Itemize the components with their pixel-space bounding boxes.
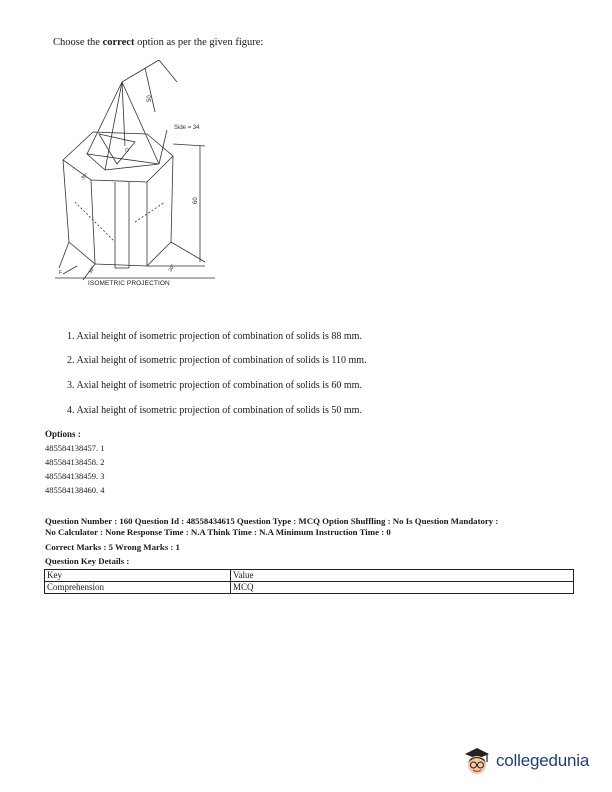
option-line-2: 485584138458. 2 [45, 457, 105, 467]
angle-b-label: 30° [87, 265, 97, 275]
key-details-heading: Question Key Details : [45, 556, 130, 566]
dim-60-label: 60 [193, 197, 199, 204]
prompt-bold: correct [102, 37, 135, 48]
value-header: Value [231, 570, 574, 582]
option-line-3: 485584138459. 3 [45, 471, 105, 481]
key-cell: Comprehension [45, 582, 231, 594]
table-row [45, 582, 574, 594]
key-table-header-row [45, 570, 574, 582]
angle-c-label: 30° [167, 263, 177, 273]
isometric-figure [55, 52, 215, 292]
choice-3: 3. Axial height of isometric projection of combination of solids is 60 mm. [67, 380, 362, 391]
angle-a-label: 30° [80, 171, 90, 182]
option-line-4: 485584138460. 4 [45, 485, 105, 495]
question-prompt [53, 37, 263, 48]
graduate-mascot-icon [462, 745, 492, 777]
point-o-label: O [125, 148, 129, 154]
choice-2: 2. Axial height of isometric projection of combination of solids is 110 mm. [67, 355, 367, 366]
side-label: Side = 34 [174, 125, 200, 131]
key-header: Key [45, 570, 231, 582]
choice-4: 4. Axial height of isometric projection of combination of solids is 50 mm. [67, 405, 362, 416]
options-heading: Options : [45, 429, 81, 439]
question-meta-line2: No Calculator : None Response Time : N.A Think Time : N.A Minimum Instruction Time : 0 [45, 527, 391, 537]
figure-caption: ISOMETRIC PROJECTION [88, 280, 170, 287]
value-cell: MCQ [231, 582, 574, 594]
point-f-label: F [59, 270, 63, 276]
option-line-1: 485584138457. 1 [45, 443, 105, 453]
prompt-prefix: Choose the [53, 37, 100, 48]
brand-name: collegedunia [496, 751, 590, 770]
dim-50-label: 50 [147, 95, 153, 102]
prompt-suffix: option as per the given figure: [137, 37, 264, 48]
question-meta-line1: Question Number : 160 Question Id : 48558434615 Question Type : MCQ Option Shuffling : No Is Question Mandatory : [45, 516, 499, 526]
key-table [44, 569, 574, 594]
marks-line: Correct Marks : 5 Wrong Marks : 1 [45, 542, 180, 552]
choice-1: 1. Axial height of isometric projection of combination of solids is 88 mm. [67, 331, 362, 342]
brand-logo [462, 745, 589, 777]
